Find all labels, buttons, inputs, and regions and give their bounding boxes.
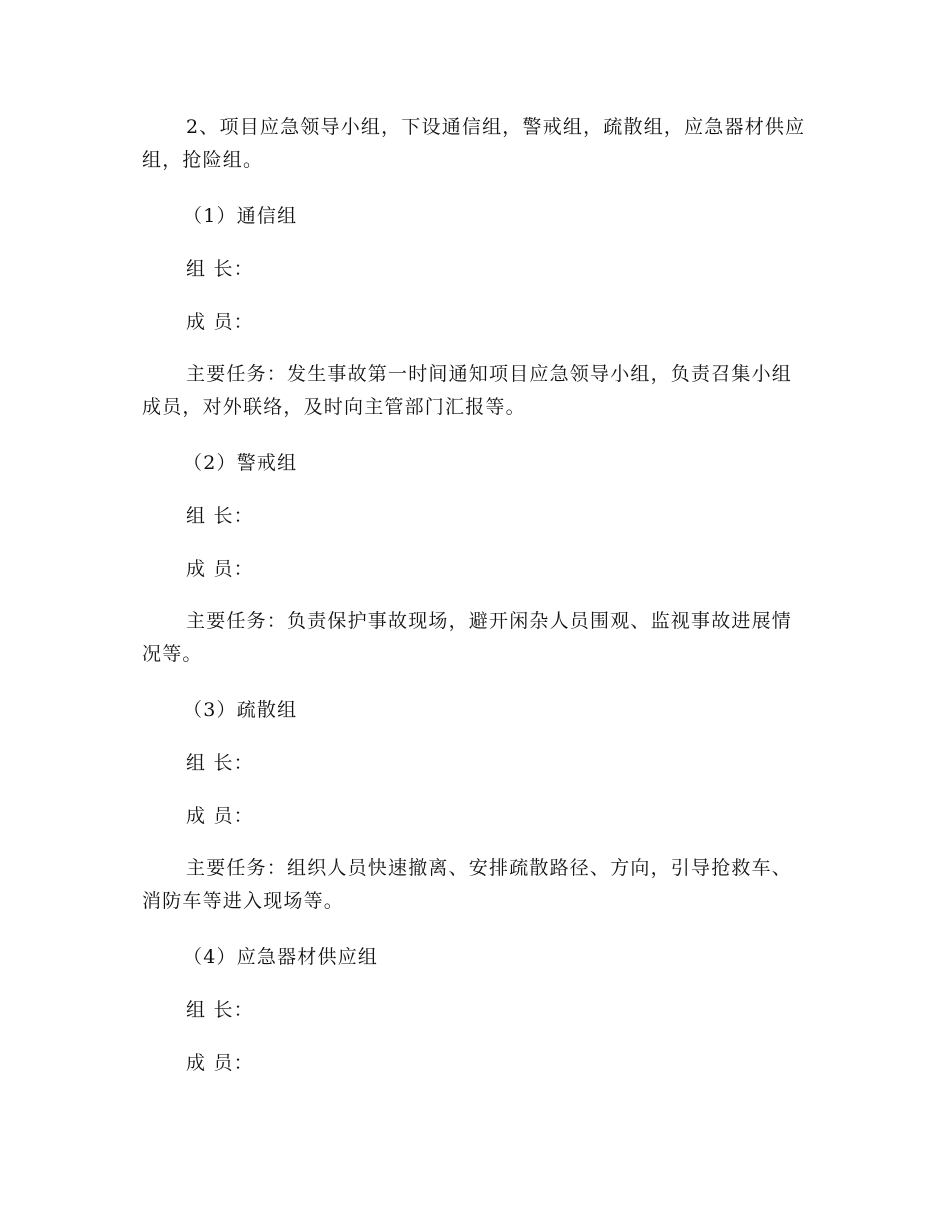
group-1-leader: 组 长：	[186, 258, 254, 280]
group-4-heading: （4）应急器材供应组	[183, 946, 379, 968]
group-4-members: 成 员：	[186, 1052, 254, 1074]
group-1-heading: （1）通信组	[183, 205, 298, 227]
group-2-leader: 组 长：	[186, 505, 254, 527]
group-2-heading: （2）警戒组	[183, 452, 298, 474]
group-3-task: 主要任务：组织人员快速撤离、安排疏散路径、方向，引导抢救车、消防车等进入现场等。	[142, 857, 793, 912]
group-2-task: 主要任务：负责保护事故现场，避开闲杂人员围观、监视事故进展情况等。	[142, 610, 793, 665]
group-1-members: 成 员：	[186, 311, 254, 333]
group-3-members: 成 员：	[186, 805, 254, 827]
group-2-members: 成 员：	[186, 558, 254, 580]
group-1-task: 主要任务：发生事故第一时间通知项目应急领导小组，负责召集小组成员，对外联络，及时向主管部门汇报等。	[142, 363, 793, 418]
group-4-leader: 组 长：	[186, 999, 254, 1021]
group-3-heading: （3）疏散组	[183, 699, 298, 721]
group-3-leader: 组 长：	[186, 752, 254, 774]
intro-paragraph: 2、项目应急领导小组，下设通信组，警戒组，疏散组，应急器材供应组，抢险组。	[142, 116, 806, 171]
